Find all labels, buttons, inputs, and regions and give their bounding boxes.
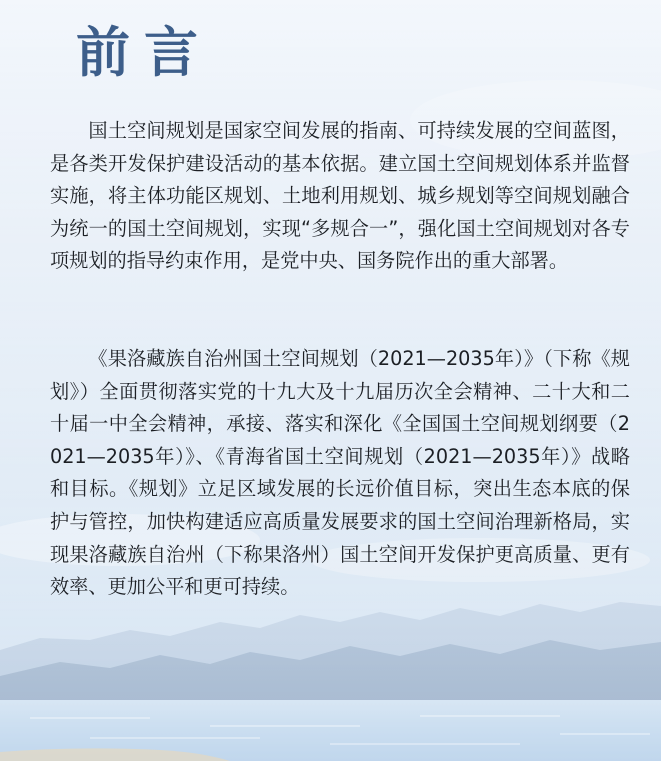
preface-paragraph-1: 国土空间规划是国家空间发展的指南、可持续发展的空间蓝图，是各类开发保护建设活动的基本依据。建立国土空间规划体系并监督实施，将主体功能区规划、土地利用规划、城乡规划等空间规划融合为统一的国土空间规划，实现“多规合一”，强化国土空间规划对各专项规划的指导约束作用，是党中央、国务院作出的重大部署。 <box>50 119 630 273</box>
preface-paragraph-2: 《果洛藏族自治州国土空间规划（2021—2035年）》（下称《规划》）全面贯彻落实党的十九大及十九届历次全会精神、二十大和二十届一中全会精神，承接、落实和深化《全国国土空间规划纲要（2021—2035年）》、《青海省国土空间规划（2021—2035年）》战略和目标。《规划》立足区域发展的长远价值目标，突出生态本底的保护与管控，加快构建适应高质量发展要求的国土空间治理新格局，实现果洛藏族自治州（下称果洛州）国土空间开发保护更高质量、更有效率、更加公平和更可持续。 <box>50 347 630 599</box>
page-title: 前言 <box>76 21 212 84</box>
